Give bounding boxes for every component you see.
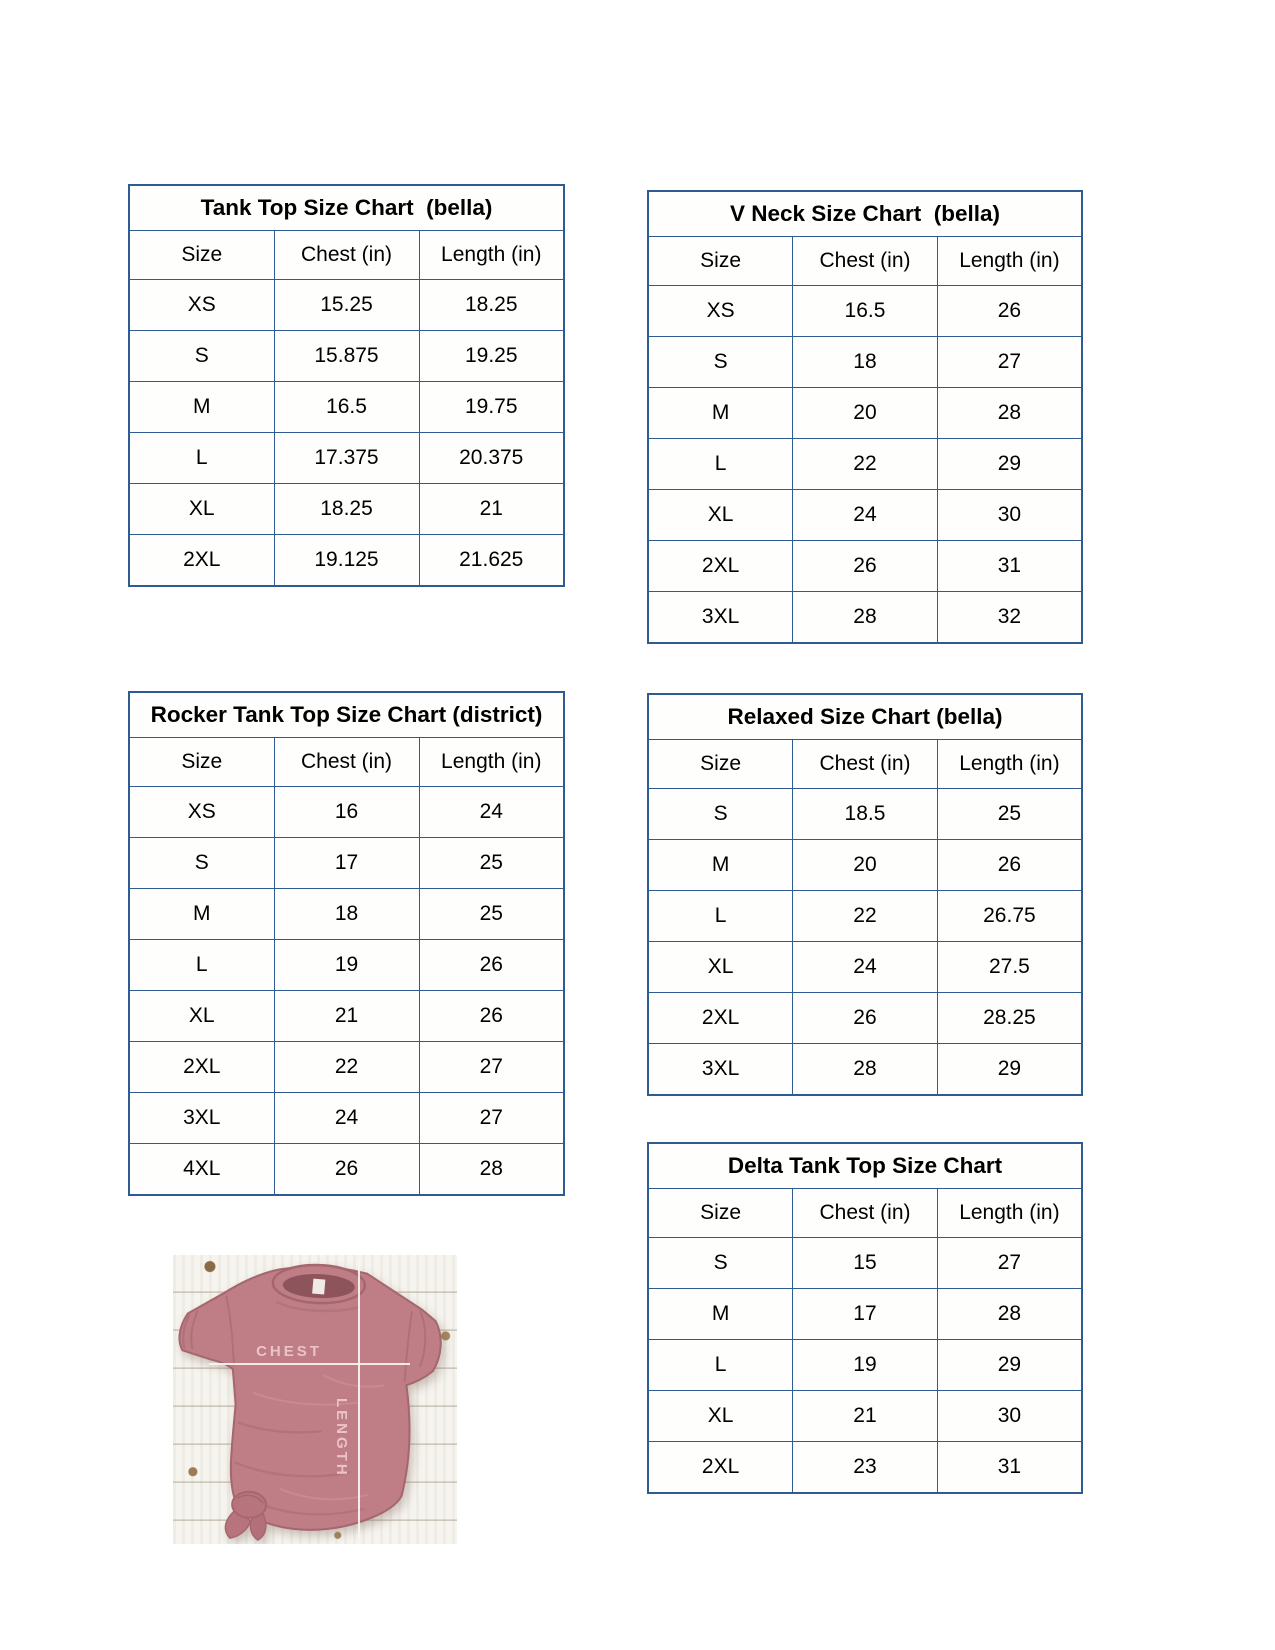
- rocker-tank-top-size-chart-section: [128, 691, 565, 1196]
- table-row: [648, 490, 1082, 541]
- table-cell: 31: [937, 541, 1082, 592]
- column-header: Chest (in): [793, 740, 938, 789]
- table-row: [648, 439, 1082, 490]
- table-row: [129, 889, 564, 940]
- table-cell: 22: [274, 1042, 419, 1093]
- table-cell: M: [648, 1289, 793, 1340]
- table-cell: 16.5: [793, 286, 938, 337]
- table-cell: XL: [648, 1391, 793, 1442]
- relaxed-size-chart-section: [647, 693, 1083, 1096]
- table-cell: 16: [274, 787, 419, 838]
- table-cell: M: [648, 840, 793, 891]
- table-row: [648, 789, 1082, 840]
- table-cell: 26.75: [937, 891, 1082, 942]
- table-row: [648, 1289, 1082, 1340]
- table-row: [648, 388, 1082, 439]
- delta-tank-top-size-chart-section: [647, 1142, 1083, 1494]
- table-row: [648, 1044, 1082, 1096]
- table-cell: 16.5: [274, 382, 419, 433]
- column-header: Length (in): [419, 738, 564, 787]
- table-row: [648, 592, 1082, 644]
- table-cell: XL: [129, 484, 274, 535]
- table-row: [129, 280, 564, 331]
- column-header: Length (in): [937, 237, 1082, 286]
- table-cell: XL: [648, 490, 793, 541]
- table-cell: 15.875: [274, 331, 419, 382]
- table-cell: 21: [793, 1391, 938, 1442]
- table-row: [648, 286, 1082, 337]
- table-cell: M: [648, 388, 793, 439]
- table-cell: 20.375: [419, 433, 564, 484]
- column-header: Size: [129, 231, 274, 280]
- table-cell: S: [129, 331, 274, 382]
- table-cell: 4XL: [129, 1144, 274, 1196]
- table-row: [648, 1391, 1082, 1442]
- table-cell: 22: [793, 439, 938, 490]
- table-cell: 25: [419, 838, 564, 889]
- table-row: [648, 1442, 1082, 1494]
- tshirt-graphic: [173, 1255, 457, 1544]
- table-row: [648, 337, 1082, 388]
- table-cell: M: [129, 889, 274, 940]
- table-cell: 26: [419, 991, 564, 1042]
- table-cell: 17: [274, 838, 419, 889]
- table-row: [129, 1093, 564, 1144]
- table-cell: 27.5: [937, 942, 1082, 993]
- column-header: Chest (in): [274, 738, 419, 787]
- table-title: V Neck Size Chart (bella): [648, 191, 1082, 237]
- column-header: Size: [648, 1189, 793, 1238]
- table-cell: M: [129, 382, 274, 433]
- tshirt-knot: [225, 1491, 267, 1540]
- table-cell: 3XL: [648, 1044, 793, 1096]
- table-cell: S: [648, 1238, 793, 1289]
- table-cell: 18.25: [419, 280, 564, 331]
- tshirt-measurement-photo: [173, 1255, 457, 1544]
- table-cell: 18.25: [274, 484, 419, 535]
- table-cell: 18: [274, 889, 419, 940]
- table-title: Rocker Tank Top Size Chart (district): [129, 692, 564, 738]
- table-cell: 26: [793, 993, 938, 1044]
- table-cell: 27: [937, 337, 1082, 388]
- table-row: [648, 840, 1082, 891]
- table-row: [648, 993, 1082, 1044]
- table-row: [648, 891, 1082, 942]
- table-cell: 19.25: [419, 331, 564, 382]
- table-cell: 2XL: [129, 1042, 274, 1093]
- table-row: [129, 1144, 564, 1196]
- v-neck-size-chart-table: [647, 190, 1083, 644]
- table-cell: 19: [793, 1340, 938, 1391]
- length-label: LENGTH: [333, 1398, 350, 1478]
- table-cell: 19.75: [419, 382, 564, 433]
- relaxed-size-chart-table: [647, 693, 1083, 1096]
- table-row: [129, 787, 564, 838]
- table-cell: 26: [793, 541, 938, 592]
- table-title: Tank Top Size Chart (bella): [129, 185, 564, 231]
- table-cell: 26: [274, 1144, 419, 1196]
- table-row: [129, 1042, 564, 1093]
- table-row: [129, 838, 564, 889]
- tank-top-size-chart-section: [128, 184, 565, 587]
- table-cell: 26: [419, 940, 564, 991]
- table-row: [129, 433, 564, 484]
- table-cell: 21: [419, 484, 564, 535]
- column-header: Size: [648, 237, 793, 286]
- table-cell: 31: [937, 1442, 1082, 1494]
- table-title: Delta Tank Top Size Chart: [648, 1143, 1082, 1189]
- table-cell: L: [129, 940, 274, 991]
- table-cell: 25: [937, 789, 1082, 840]
- table-cell: 30: [937, 1391, 1082, 1442]
- table-cell: 28: [937, 388, 1082, 439]
- table-cell: 19.125: [274, 535, 419, 587]
- table-cell: S: [648, 789, 793, 840]
- table-cell: 28.25: [937, 993, 1082, 1044]
- table-cell: 2XL: [129, 535, 274, 587]
- delta-tank-top-size-chart-table: [647, 1142, 1083, 1494]
- column-header: Size: [129, 738, 274, 787]
- column-header: Length (in): [419, 231, 564, 280]
- table-cell: 24: [793, 490, 938, 541]
- table-cell: 29: [937, 1044, 1082, 1096]
- table-cell: 24: [274, 1093, 419, 1144]
- table-cell: L: [129, 433, 274, 484]
- column-header: Chest (in): [274, 231, 419, 280]
- table-cell: 29: [937, 439, 1082, 490]
- table-cell: 17: [793, 1289, 938, 1340]
- length-measure-line: [358, 1260, 360, 1539]
- table-cell: 15: [793, 1238, 938, 1289]
- column-header: Length (in): [937, 1189, 1082, 1238]
- tank-top-size-chart-table: [128, 184, 565, 587]
- table-cell: 15.25: [274, 280, 419, 331]
- table-cell: 17.375: [274, 433, 419, 484]
- table-row: [129, 940, 564, 991]
- column-header: Chest (in): [793, 237, 938, 286]
- table-row: [129, 535, 564, 587]
- table-cell: 27: [419, 1042, 564, 1093]
- table-row: [129, 484, 564, 535]
- table-cell: 19: [274, 940, 419, 991]
- table-cell: 21: [274, 991, 419, 1042]
- table-cell: L: [648, 1340, 793, 1391]
- table-cell: 2XL: [648, 541, 793, 592]
- table-row: [648, 1340, 1082, 1391]
- table-cell: XL: [129, 991, 274, 1042]
- table-cell: 21.625: [419, 535, 564, 587]
- table-cell: 22: [793, 891, 938, 942]
- table-cell: 28: [793, 592, 938, 644]
- table-cell: 24: [419, 787, 564, 838]
- table-cell: 28: [419, 1144, 564, 1196]
- tshirt-neck-tag: [312, 1279, 325, 1295]
- table-cell: 30: [937, 490, 1082, 541]
- table-row: [129, 382, 564, 433]
- table-cell: 2XL: [648, 993, 793, 1044]
- table-row: [129, 991, 564, 1042]
- table-cell: 23: [793, 1442, 938, 1494]
- table-cell: 27: [419, 1093, 564, 1144]
- table-row: [129, 331, 564, 382]
- table-cell: XS: [648, 286, 793, 337]
- table-row: [648, 942, 1082, 993]
- table-cell: XS: [129, 787, 274, 838]
- table-row: [648, 541, 1082, 592]
- rocker-tank-top-size-chart-table: [128, 691, 565, 1196]
- table-cell: L: [648, 891, 793, 942]
- table-cell: 32: [937, 592, 1082, 644]
- table-cell: XL: [648, 942, 793, 993]
- table-cell: 3XL: [648, 592, 793, 644]
- table-cell: 20: [793, 840, 938, 891]
- table-cell: XS: [129, 280, 274, 331]
- table-cell: 20: [793, 388, 938, 439]
- v-neck-size-chart-section: [647, 190, 1083, 644]
- table-cell: 28: [793, 1044, 938, 1096]
- table-cell: L: [648, 439, 793, 490]
- table-row: [648, 1238, 1082, 1289]
- table-cell: 26: [937, 840, 1082, 891]
- table-cell: 28: [937, 1289, 1082, 1340]
- chest-label: CHEST: [256, 1343, 322, 1360]
- table-cell: S: [129, 838, 274, 889]
- table-cell: 25: [419, 889, 564, 940]
- table-cell: S: [648, 337, 793, 388]
- table-cell: 3XL: [129, 1093, 274, 1144]
- table-cell: 18: [793, 337, 938, 388]
- table-cell: 26: [937, 286, 1082, 337]
- table-cell: 2XL: [648, 1442, 793, 1494]
- column-header: Chest (in): [793, 1189, 938, 1238]
- table-cell: 24: [793, 942, 938, 993]
- table-cell: 18.5: [793, 789, 938, 840]
- table-cell: 27: [937, 1238, 1082, 1289]
- chest-measure-line: [209, 1363, 410, 1365]
- column-header: Size: [648, 740, 793, 789]
- table-title: Relaxed Size Chart (bella): [648, 694, 1082, 740]
- column-header: Length (in): [937, 740, 1082, 789]
- table-cell: 29: [937, 1340, 1082, 1391]
